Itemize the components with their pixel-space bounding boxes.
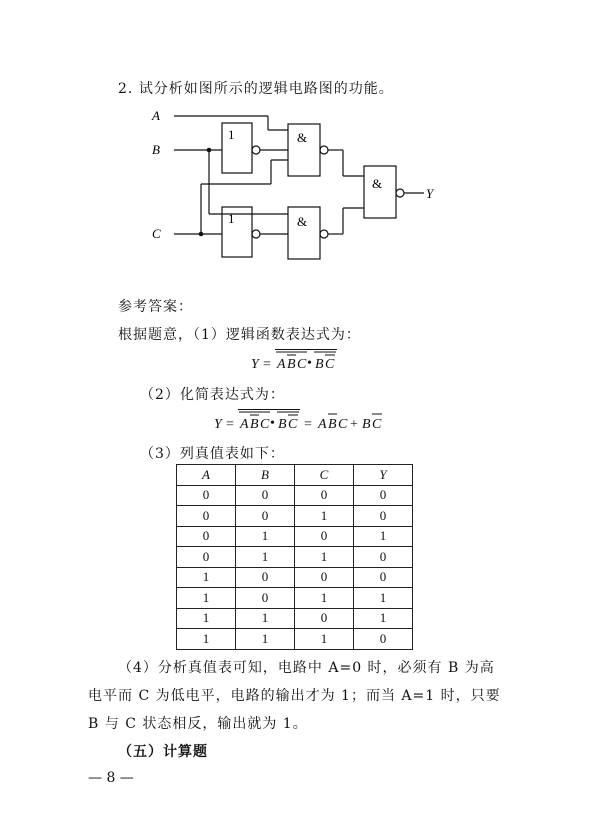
cell: 1 bbox=[177, 567, 236, 588]
input-c-label: C bbox=[152, 226, 161, 241]
table-row bbox=[177, 608, 413, 629]
cell: 1 bbox=[354, 608, 413, 629]
svg-text:C: C bbox=[288, 417, 298, 432]
cell: 1 bbox=[354, 588, 413, 609]
svg-text:=: = bbox=[263, 357, 271, 372]
svg-text:Y: Y bbox=[251, 357, 259, 372]
cell: 0 bbox=[295, 567, 354, 588]
cell: 1 bbox=[177, 588, 236, 609]
table-row bbox=[177, 485, 413, 506]
svg-text:C: C bbox=[325, 357, 335, 372]
logic-circuit-diagram bbox=[0, 0, 591, 300]
cell: 0 bbox=[354, 629, 413, 650]
svg-text:A: A bbox=[318, 417, 327, 432]
cell: 1 bbox=[236, 629, 295, 650]
question-text: 试分析如图所示的逻辑电路图的功能。 bbox=[138, 81, 394, 97]
svg-text:C: C bbox=[372, 417, 382, 432]
cell: 0 bbox=[236, 506, 295, 527]
step-3-text: （3）列真值表如下： bbox=[140, 446, 285, 462]
cell: 0 bbox=[177, 547, 236, 568]
step-2-text: （2）化简表达式为： bbox=[140, 387, 285, 403]
cell: 0 bbox=[236, 588, 295, 609]
formula-1 bbox=[245, 348, 355, 374]
cell: 0 bbox=[354, 506, 413, 527]
cell: 1 bbox=[177, 629, 236, 650]
svg-text:B: B bbox=[328, 417, 337, 432]
analysis-line-3: B 与 C 状态相反，输出就为 1。 bbox=[88, 716, 308, 732]
cell: 0 bbox=[354, 547, 413, 568]
output-y-label: Y bbox=[426, 186, 434, 201]
svg-text:B: B bbox=[278, 417, 287, 432]
svg-text:C: C bbox=[260, 417, 270, 432]
table-row bbox=[177, 547, 413, 568]
svg-text:B: B bbox=[287, 357, 296, 372]
cell: 1 bbox=[295, 547, 354, 568]
input-a-label: A bbox=[152, 108, 160, 123]
cell: 1 bbox=[295, 506, 354, 527]
svg-text:Y: Y bbox=[214, 417, 222, 432]
answer-heading: 参考答案： bbox=[118, 299, 193, 315]
question-number: 2. bbox=[118, 81, 134, 97]
table-row bbox=[177, 629, 413, 650]
cell: 0 bbox=[354, 567, 413, 588]
svg-text:C: C bbox=[297, 357, 307, 372]
table-row bbox=[177, 506, 413, 527]
svg-text:B: B bbox=[250, 417, 259, 432]
cell: 1 bbox=[354, 526, 413, 547]
page-number: — 8 — bbox=[88, 770, 134, 786]
truth-table bbox=[176, 464, 413, 650]
table-row bbox=[177, 567, 413, 588]
svg-text:•: • bbox=[270, 416, 275, 431]
svg-text:B: B bbox=[315, 357, 324, 372]
table-row bbox=[177, 526, 413, 547]
svg-text:A: A bbox=[240, 417, 249, 432]
and-gate-2-label: & bbox=[297, 214, 308, 229]
cell: 0 bbox=[236, 567, 295, 588]
header-b: B bbox=[236, 465, 295, 486]
analysis-line-1: （4）分析真值表可知，电路中 A=0 时，必须有 B 为高 bbox=[118, 660, 495, 676]
input-b-label: B bbox=[152, 142, 160, 157]
svg-text:=: = bbox=[304, 417, 312, 432]
cell: 0 bbox=[354, 485, 413, 506]
cell: 1 bbox=[236, 608, 295, 629]
cell: 0 bbox=[177, 526, 236, 547]
intro-text: 根据题意，（1）逻辑函数表达式为： bbox=[118, 327, 361, 343]
cell: 0 bbox=[295, 608, 354, 629]
formula-2 bbox=[208, 408, 388, 434]
cell: 0 bbox=[295, 526, 354, 547]
not-gate-2-label: 1 bbox=[228, 211, 235, 226]
svg-text:=: = bbox=[226, 417, 234, 432]
cell: 1 bbox=[236, 547, 295, 568]
cell: 0 bbox=[295, 485, 354, 506]
cell: 0 bbox=[177, 506, 236, 527]
cell: 1 bbox=[177, 608, 236, 629]
header-c: C bbox=[295, 465, 354, 486]
svg-text:A: A bbox=[277, 357, 286, 372]
cell: 1 bbox=[295, 588, 354, 609]
svg-text:+: + bbox=[350, 417, 358, 432]
section-heading: （五）计算题 bbox=[118, 744, 208, 760]
cell: 0 bbox=[236, 485, 295, 506]
cell: 1 bbox=[295, 629, 354, 650]
cell: 0 bbox=[177, 485, 236, 506]
analysis-line-2: 电平而 C 为低电平，电路的输出才为 1；而当 A=1 时，只要 bbox=[88, 688, 501, 704]
table-row bbox=[177, 588, 413, 609]
svg-text:•: • bbox=[307, 356, 312, 371]
svg-text:B: B bbox=[362, 417, 371, 432]
and-gate-1-label: & bbox=[297, 130, 308, 145]
cell: 1 bbox=[236, 526, 295, 547]
table-header-row bbox=[177, 465, 413, 486]
and-gate-3-label: & bbox=[372, 176, 383, 191]
svg-text:C: C bbox=[338, 417, 348, 432]
header-y: Y bbox=[354, 465, 413, 486]
header-a: A bbox=[177, 465, 236, 486]
not-gate-1-label: 1 bbox=[228, 127, 235, 142]
